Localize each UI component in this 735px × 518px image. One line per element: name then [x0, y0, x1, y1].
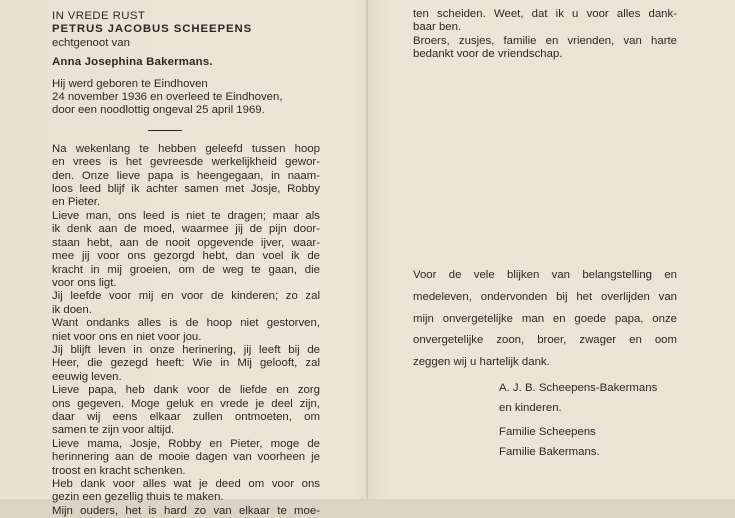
body-line: Jij leefde voor mij en voor de kinderen; zo zal	[52, 290, 320, 303]
body-line: den. Onze lieve papa is heengegaan, in naam-	[52, 169, 320, 182]
body-line: en vrees is het gevreesde werkelijkheid gewor-	[52, 156, 320, 169]
right-page-continuation	[413, 8, 677, 62]
birth-details	[52, 78, 320, 118]
continuation-line: ten scheiden. Weet, dat ik u voor alles dank-	[413, 8, 677, 20]
left-page	[52, 10, 320, 518]
body-line: Jij blijft leven in onze herinering, jij leeft bij de	[52, 343, 320, 356]
deceased-name: PETRUS JACOBUS SCHEEPENS	[52, 23, 253, 36]
body-line: en Pieter.	[52, 196, 101, 209]
body-line: niet voor ons en niet voor jou.	[52, 330, 202, 343]
continuation-line: baar ben.	[413, 21, 462, 34]
birth-line: 24 november 1936 en overleed te Eindhoven,	[52, 91, 283, 104]
heading: IN VREDE RUST	[52, 10, 146, 22]
body-line: Want ondanks alles is de hoop niet gestorven,	[52, 317, 320, 330]
body-line: Lieve mama, Josje, Robby en Pieter, moge de	[52, 437, 320, 450]
body-line: mee jij voor ons gezorgd hebt, dan voel ik de	[52, 250, 320, 263]
thanks-line: mijn onvergetelijke man en goede papa, onze	[413, 312, 677, 325]
body-line: Na wekenlang te hebben geleefd tussen hoop	[52, 142, 320, 155]
card-fold	[366, 0, 369, 499]
body-line: loos leed blijf ik achter samen met Josje, Robby	[52, 183, 320, 196]
body-line: samen te zijn voor altijd.	[52, 424, 175, 437]
signature-line: en kinderen.	[499, 401, 562, 414]
body-line: Mijn ouders, het is hard zo van elkaar te moe-	[52, 504, 320, 517]
thanks-line: medeleven, ondervonden bij het overlijden van	[413, 290, 677, 303]
birth-line: Hij werd geboren te Eindhoven	[52, 77, 208, 90]
body-line: daar wij eens elkaar zullen ontmoeten, om	[52, 410, 320, 423]
spouse-name: Anna Josephina Bakermans.	[52, 56, 213, 69]
thanks-line: Voor de vele blijken van belangstelling en	[413, 269, 677, 281]
thanks-section	[413, 265, 677, 462]
body-text	[52, 143, 320, 518]
birth-line: door een noodlottig ongeval 25 april 1969.	[52, 104, 265, 117]
thanks-line: zeggen wij u hartelijk dank.	[413, 356, 550, 369]
signatures	[499, 378, 677, 462]
body-line: herinnering aan de mooie dagen van voorheen je	[52, 451, 320, 464]
signature-line: Familie Scheepens	[499, 425, 596, 438]
body-line: kracht in mij groeien, om de weg te gaan, die	[52, 263, 320, 276]
body-line: staan hebt, aan de nooit opgevende ijver, waar-	[52, 236, 320, 249]
body-line: Heer, die gezegd heeft: Wie in Mij gelooft, zal	[52, 357, 320, 370]
continuation-line: Broers, zusjes, familie en vrienden, van harte	[413, 34, 677, 47]
body-line: gezin een gezellig thuis te maken.	[52, 491, 224, 504]
signature-line: Familie Bakermans.	[499, 445, 600, 458]
spouse-intro: echtgenoot van	[52, 36, 130, 49]
body-line: ik denk aan de moed, waarmee jij de pijn door-	[52, 223, 320, 236]
thanks-line: onvergetelijke zoon, broer, zwager en oom	[413, 334, 677, 347]
body-line: Lieve man, ons leed is niet te dragen; maar als	[52, 209, 320, 222]
signature-line: A. J. B. Scheepens-Bakermans	[499, 381, 658, 394]
body-line: Heb dank voor alles wat je deed om voor ons	[52, 478, 320, 490]
body-line: eeuwig leven.	[52, 370, 122, 383]
body-line: troost en kracht schenken.	[52, 464, 186, 477]
divider	[148, 130, 182, 131]
continuation-line: bedankt voor de vriendschap.	[413, 48, 563, 61]
body-line: voor ons ligt.	[52, 276, 117, 289]
body-line: ik doen.	[52, 303, 92, 316]
body-line: ons gegeven. Moge geluk en vrede je deel zijn,	[52, 397, 320, 410]
body-line: Lieve papa, heb dank voor de liefde en zorg	[52, 384, 320, 397]
